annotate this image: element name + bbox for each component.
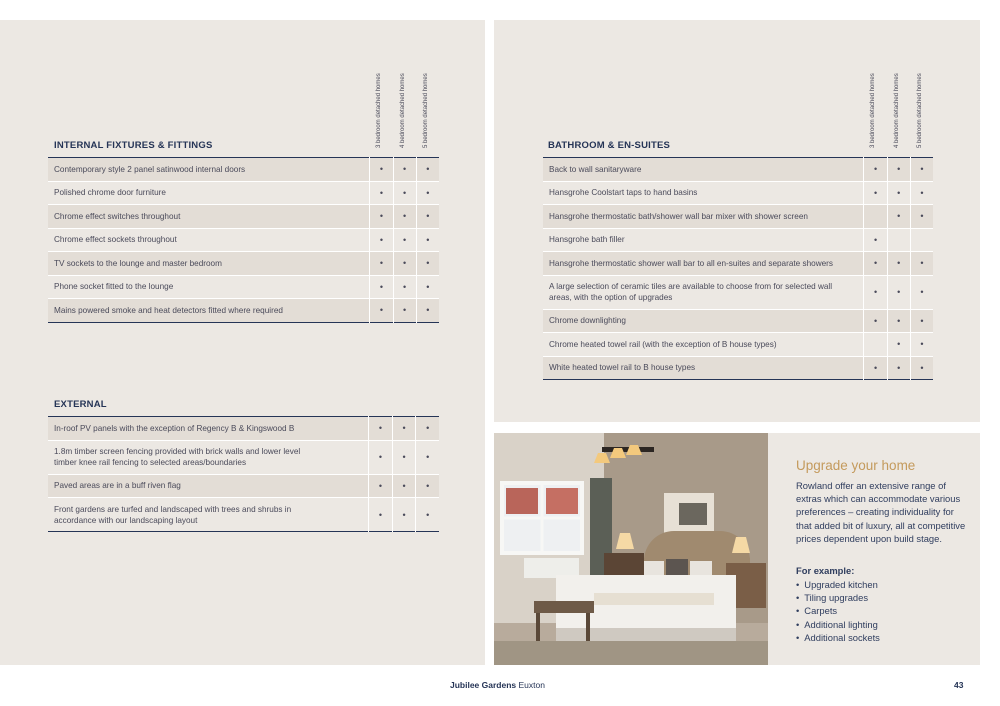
availability-mark: • bbox=[887, 158, 910, 182]
table-row bbox=[543, 181, 933, 205]
row-label: Phone socket fitted to the lounge bbox=[48, 275, 370, 299]
example-list bbox=[796, 578, 880, 644]
row-label: Chrome heated towel rail (with the exception of B house types) bbox=[543, 333, 864, 357]
row-label: Chrome downlighting bbox=[543, 309, 864, 333]
table-row bbox=[48, 205, 439, 229]
bathroom-spec-table bbox=[543, 157, 933, 380]
availability-mark: • bbox=[416, 228, 439, 252]
row-label: Mains powered smoke and heat detectors fitted where required bbox=[48, 299, 370, 323]
availability-mark: • bbox=[910, 309, 933, 333]
availability-mark: • bbox=[910, 275, 933, 309]
availability-mark: • bbox=[393, 205, 416, 229]
row-label: Hansgrohe thermostatic shower wall bar to all en-suites and separate showers bbox=[543, 252, 864, 276]
row-label: Paved areas are in a buff riven flag bbox=[48, 474, 369, 498]
availability-mark: • bbox=[910, 158, 933, 182]
availability-mark: • bbox=[416, 158, 439, 182]
availability-mark: • bbox=[864, 309, 887, 333]
internal-spec-table bbox=[48, 157, 439, 323]
row-label: Front gardens are turfed and landscaped with trees and shrubs in accordance with our landscaping layout bbox=[48, 498, 369, 532]
availability-mark: • bbox=[416, 205, 439, 229]
bedroom-photo bbox=[494, 433, 768, 665]
table-row bbox=[543, 333, 933, 357]
row-label: Contemporary style 2 panel satinwood internal doors bbox=[48, 158, 370, 182]
availability-mark: • bbox=[887, 275, 910, 309]
table-row bbox=[48, 228, 439, 252]
availability-mark: • bbox=[887, 309, 910, 333]
availability-mark: • bbox=[393, 158, 416, 182]
availability-mark: • bbox=[370, 228, 393, 252]
availability-mark: • bbox=[864, 275, 887, 309]
internal-column-headers bbox=[368, 60, 438, 150]
availability-mark: • bbox=[864, 356, 887, 380]
availability-mark: • bbox=[370, 158, 393, 182]
availability-mark: • bbox=[416, 498, 439, 532]
availability-mark: • bbox=[864, 228, 887, 252]
example-heading: For example: bbox=[796, 565, 855, 576]
row-label: Hansgrohe Coolstart taps to hand basins bbox=[543, 181, 864, 205]
bathroom-section-title: BATHROOM & EN-SUITES bbox=[548, 140, 671, 151]
availability-mark: • bbox=[416, 474, 439, 498]
column-header-3-bed: 3 bedroom detached homes bbox=[870, 73, 876, 148]
column-header-5-bed: 5 bedroom detached homes bbox=[917, 73, 923, 148]
row-label: Back to wall sanitaryware bbox=[543, 158, 864, 182]
table-row bbox=[543, 158, 933, 182]
row-label: Hansgrohe bath filler bbox=[543, 228, 864, 252]
column-header-5-bed: 5 bedroom detached homes bbox=[423, 73, 429, 148]
availability-mark: • bbox=[864, 158, 887, 182]
table-row bbox=[543, 356, 933, 380]
column-header-4-bed: 4 bedroom detached homes bbox=[894, 73, 900, 148]
availability-mark: • bbox=[370, 205, 393, 229]
availability-mark: • bbox=[416, 275, 439, 299]
table-row bbox=[543, 252, 933, 276]
development-name: Jubilee Gardens bbox=[450, 680, 517, 690]
example-item: • Additional sockets bbox=[796, 631, 880, 644]
external-section-title: EXTERNAL bbox=[54, 399, 107, 410]
row-label: 1.8m timber screen fencing provided with brick walls and lower level timber knee rail fencing to selected areas/boundaries bbox=[48, 440, 369, 474]
availability-mark bbox=[864, 333, 887, 357]
column-header-4-bed: 4 bedroom detached homes bbox=[400, 73, 406, 148]
availability-mark: • bbox=[887, 205, 910, 229]
availability-mark: • bbox=[392, 498, 416, 532]
availability-mark: • bbox=[370, 181, 393, 205]
upgrade-title: Upgrade your home bbox=[796, 458, 916, 473]
availability-mark: • bbox=[910, 356, 933, 380]
table-row bbox=[48, 440, 439, 474]
footer-title bbox=[450, 680, 545, 690]
bathroom-column-headers bbox=[862, 60, 932, 150]
availability-mark: • bbox=[887, 252, 910, 276]
table-row bbox=[48, 252, 439, 276]
availability-mark: • bbox=[370, 252, 393, 276]
table-row bbox=[48, 181, 439, 205]
table-row bbox=[48, 474, 439, 498]
availability-mark: • bbox=[416, 299, 439, 323]
row-label: In-roof PV panels with the exception of Regency B & Kingswood B bbox=[48, 417, 369, 441]
availability-mark: • bbox=[392, 417, 416, 441]
table-row bbox=[48, 417, 439, 441]
availability-mark: • bbox=[370, 299, 393, 323]
availability-mark: • bbox=[887, 333, 910, 357]
availability-mark: • bbox=[910, 205, 933, 229]
table-row bbox=[543, 275, 933, 309]
external-spec-table bbox=[48, 416, 439, 532]
availability-mark: • bbox=[392, 440, 416, 474]
availability-mark: • bbox=[393, 252, 416, 276]
example-item: • Tiling upgrades bbox=[796, 591, 880, 604]
availability-mark: • bbox=[393, 275, 416, 299]
availability-mark: • bbox=[392, 474, 416, 498]
table-row bbox=[543, 205, 933, 229]
table-row bbox=[543, 228, 933, 252]
availability-mark: • bbox=[393, 299, 416, 323]
example-item: • Additional lighting bbox=[796, 618, 880, 631]
row-label: A large selection of ceramic tiles are available to choose from for selected wall areas, with the option of upgrades bbox=[543, 275, 864, 309]
row-label: Polished chrome door furniture bbox=[48, 181, 370, 205]
availability-mark: • bbox=[416, 181, 439, 205]
availability-mark: • bbox=[910, 333, 933, 357]
table-row bbox=[48, 299, 439, 323]
availability-mark bbox=[887, 228, 910, 252]
example-item: • Carpets bbox=[796, 604, 880, 617]
location-name: Euxton bbox=[518, 680, 545, 690]
row-label: Chrome effect sockets throughout bbox=[48, 228, 370, 252]
availability-mark: • bbox=[370, 275, 393, 299]
row-label: Chrome effect switches throughout bbox=[48, 205, 370, 229]
table-row bbox=[543, 309, 933, 333]
availability-mark: • bbox=[369, 417, 393, 441]
availability-mark: • bbox=[887, 356, 910, 380]
column-header-3-bed: 3 bedroom detached homes bbox=[376, 73, 382, 148]
internal-section-title: INTERNAL FIXTURES & FITTINGS bbox=[54, 140, 213, 151]
availability-mark: • bbox=[393, 228, 416, 252]
availability-mark: • bbox=[369, 498, 393, 532]
availability-mark: • bbox=[416, 440, 439, 474]
availability-mark: • bbox=[887, 181, 910, 205]
row-label: TV sockets to the lounge and master bedroom bbox=[48, 252, 370, 276]
availability-mark: • bbox=[369, 440, 393, 474]
table-row bbox=[48, 275, 439, 299]
table-row bbox=[48, 158, 439, 182]
row-label: White heated towel rail to B house types bbox=[543, 356, 864, 380]
availability-mark: • bbox=[416, 417, 439, 441]
example-item: • Upgraded kitchen bbox=[796, 578, 880, 591]
table-row bbox=[48, 498, 439, 532]
row-label: Hansgrohe thermostatic bath/shower wall bar mixer with shower screen bbox=[543, 205, 864, 229]
page-number: 43 bbox=[954, 680, 964, 690]
availability-mark: • bbox=[910, 181, 933, 205]
availability-mark: • bbox=[910, 252, 933, 276]
availability-mark: • bbox=[864, 252, 887, 276]
availability-mark bbox=[864, 205, 887, 229]
availability-mark: • bbox=[369, 474, 393, 498]
availability-mark: • bbox=[416, 252, 439, 276]
availability-mark bbox=[910, 228, 933, 252]
availability-mark: • bbox=[864, 181, 887, 205]
upgrade-description: Rowland offer an extensive range of extras which can accommodate various preferences – creating individuality for that added bit of luxury, all at competitive prices dependent upon build stage. bbox=[796, 480, 966, 544]
availability-mark: • bbox=[393, 181, 416, 205]
